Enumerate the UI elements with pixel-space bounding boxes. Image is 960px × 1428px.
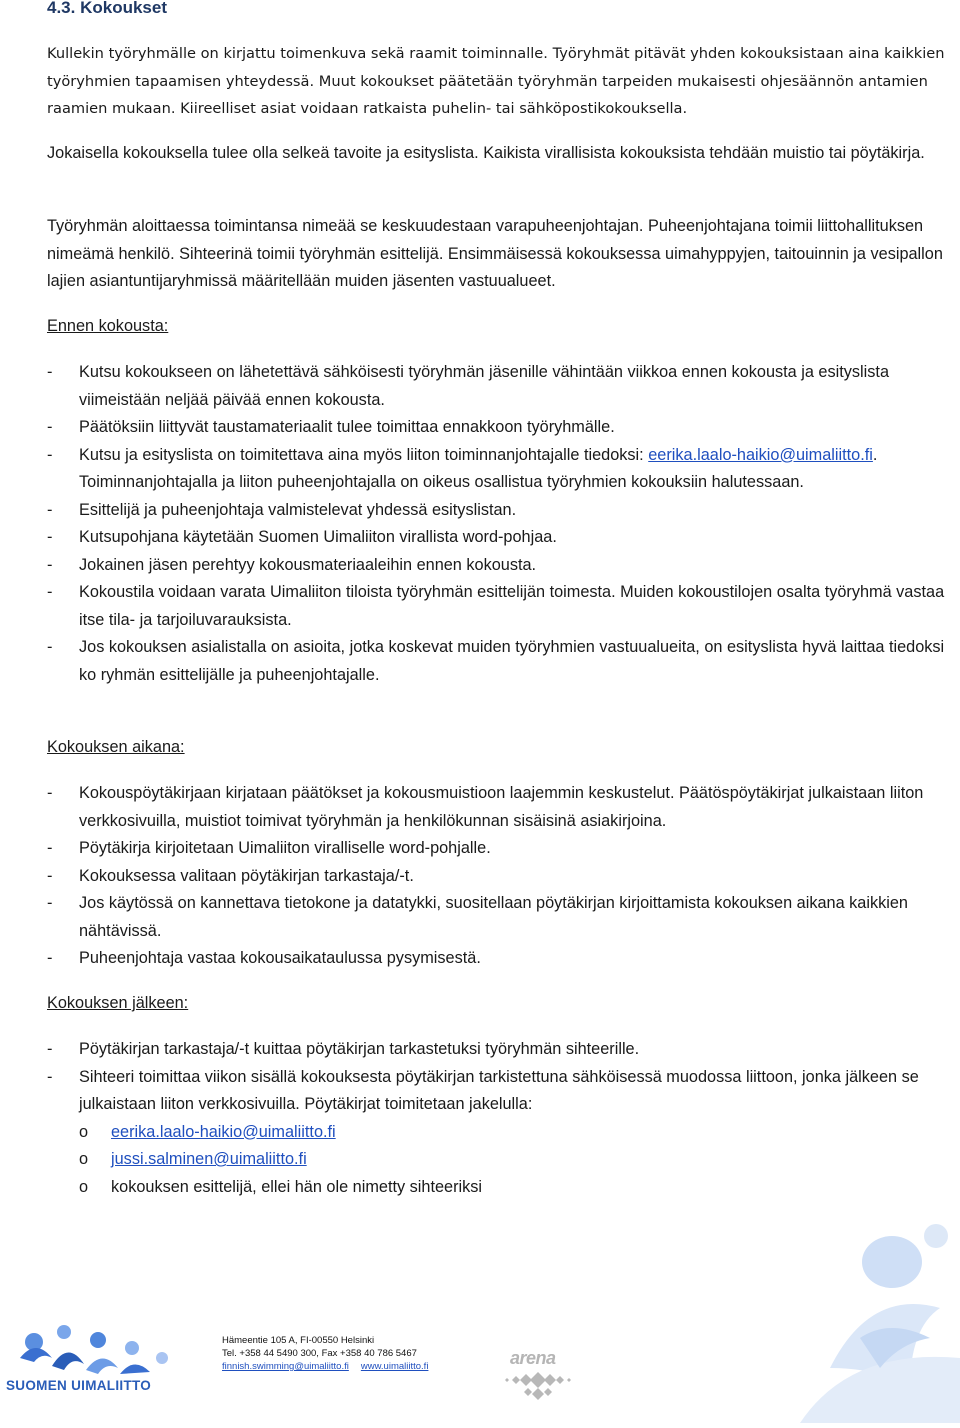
list-item: - Sihteeri toimittaa viikon sisällä kokouksesta pöytäkirjan tarkistettuna sähköisessä muodossa liittoon, jonka jälkeen se julkaistaan liiton verkkosivuilla. Pöytäkirjat toimitetaan jakelulla: o eerika.laalo-haikio@uimaliitto.fi o jussi.salminen@uimaliitto.fi o kokouksen esittelijä, ellei hän ole nimetty sihteeriksi — [47, 1064, 947, 1202]
circle-bullet: o — [79, 1122, 89, 1141]
dash-bullet: - — [47, 1067, 53, 1086]
list-item: - Jos käytössä on kannettava tietokone ja datatykki, suositellaan pöytäkirjan kirjoittamista kokouksen aikana kaikkien nähtävissä. — [47, 890, 947, 945]
swimmer-graphic-icon — [760, 1218, 960, 1423]
email-link-toiminnanjohtaja[interactable]: eerika.laalo-haikio@uimaliitto.fi — [648, 445, 873, 464]
list-item: - Kokouspöytäkirjaan kirjataan päätökset ja kokousmuistioon laajemmin keskustelut. Päätöspöytäkirjat julkaistaan liiton verkkosivuilla, muistiot toimivat työryhmän ja henkilökunnan sisäisinä asiakirjoina. — [47, 780, 947, 835]
section-heading: 4.3. Kokoukset — [47, 0, 167, 17]
footer-email-link[interactable]: finnish.swimming@uimaliitto.fi — [222, 1361, 349, 1372]
list-item: - Päätöksiin liittyvät taustamateriaalit tulee toimittaa ennakkoon työryhmälle. — [47, 414, 947, 442]
dash-bullet: - — [47, 638, 53, 656]
list-item: - Pöytäkirja kirjoitetaan Uimaliiton viralliselle word-pohjalle. — [47, 835, 947, 863]
logo-text: SUOMEN UIMALIITTO — [6, 1378, 152, 1393]
during-meeting-list — [47, 780, 947, 973]
dash-bullet: - — [47, 784, 53, 802]
circle-bullet: o — [79, 1150, 89, 1168]
intro-paragraph-2: Jokaisella kokouksella tulee olla selkeä tavoite ja esityslista. Kaikista virallisista kokouksista tehdään muistio tai pöytäkirja. — [47, 144, 925, 162]
dash-bullet: - — [47, 866, 53, 885]
dash-bullet: - — [47, 583, 53, 601]
distribution-item — [47, 1146, 947, 1174]
email-link-jussi[interactable]: jussi.salminen@uimaliitto.fi — [111, 1150, 307, 1168]
distribution-item: o kokouksen esittelijä, ellei hän ole nimetty sihteeriksi — [47, 1174, 947, 1202]
during-meeting-title: Kokouksen aikana: — [47, 738, 185, 756]
list-item: - Kokouksessa valitaan pöytäkirjan tarkastaja/-t. — [47, 863, 947, 891]
before-meeting-list — [47, 359, 947, 689]
dash-bullet: - — [47, 839, 53, 857]
swimmer-decoration — [760, 1218, 960, 1423]
list-item: - Puheenjohtaja vastaa kokousaikataulussa pysymisestä. — [47, 945, 947, 973]
swimmer-logo-icon — [6, 1318, 182, 1378]
list-item: - Kutsu ja esityslista on toimitettava aina myös liiton toiminnanjohtajalle tiedoksi: eerika.laalo-haikio@uimaliitto.fi. Toiminnanjohtajalla ja liiton puheenjohtajalla on oikeus osallistua työryhmien kokouksiin halutessaan. — [47, 442, 947, 497]
before-meeting-title: Ennen kokousta: — [47, 317, 169, 335]
dash-bullet: - — [47, 894, 53, 912]
intro-paragraph-3: Työryhmän aloittaessa toimintansa nimeää se keskuudestaan varapuheenjohtajan. Puheenjohtajana toimii liittohallituksen nimeämä henkilö. Sihteerinä toimii työryhmän esittelijä. Ensimmäisessä kokouksessa uimahyppyjen, taitouinnin ja vesipallon lajien asiantuntijaryhmissä määritellään muiden jäsenten vastuualueet. — [47, 217, 943, 290]
list-item: - Jos kokouksen asialistalla on asioita, jotka koskevat muiden työryhmien vastuualueita, on esityslista hyvä laittaa tiedoksi ko ryhmän esittelijälle ja puheenjohtajalle. — [47, 634, 947, 689]
list-item: - Kutsu kokoukseen on lähetettävä sähköisesti työryhmän jäsenille vähintään viikkoa ennen kokousta ja esityslista viimeistään neljää päivää ennen kokousta. — [47, 359, 947, 414]
list-item: - Esittelijä ja puheenjohtaja valmistelevat yhdessä esityslistan. — [47, 497, 947, 525]
dash-bullet: - — [47, 418, 53, 436]
arena-sponsor-logo — [496, 1344, 580, 1404]
circle-bullet: o — [79, 1177, 89, 1196]
dash-bullet: - — [47, 528, 53, 546]
dash-bullet: - — [47, 555, 53, 574]
list-item: - Pöytäkirjan tarkastaja/-t kuittaa pöytäkirjan tarkastetuksi työryhmän sihteerille. — [47, 1036, 947, 1064]
footer-address: Hämeentie 105 A, FI-00550 Helsinki — [222, 1335, 375, 1346]
dash-bullet: - — [47, 949, 53, 967]
footer-web-link[interactable]: www.uimaliitto.fi — [360, 1361, 429, 1372]
suomen-uimaliitto-logo — [6, 1318, 182, 1398]
list-item: - Jokainen jäsen perehtyy kokousmateriaaleihin ennen kokousta. — [47, 552, 947, 580]
dash-bullet: - — [47, 1040, 53, 1058]
intro-paragraph-1: Kullekin työryhmälle on kirjattu toimenkuva sekä raamit toiminnalle. Työryhmät pitävät yhden kokouksistaan aina kaikkien työryhmien tapaamisen yhteydessä. Muut kokoukset päätetään työryhmän tarpeiden mukaisesti ohjesäännön antamien raamien mukaan. Kiireelliset asiat voidaan ratkaista puhelin- tai sähköpostikokouksella. — [47, 45, 945, 117]
dash-bullet: - — [47, 445, 53, 464]
after-meeting-list — [47, 1036, 947, 1201]
footer-contact — [222, 1334, 440, 1373]
dash-bullet: - — [47, 500, 53, 519]
list-item: - Kutsupohjana käytetään Suomen Uimaliiton virallista word-pohjaa. — [47, 524, 947, 552]
list-item: - Kokoustila voidaan varata Uimaliiton tiloista työryhmän esittelijän toimesta. Muiden kokoustilojen osalta työryhmä vastaa itse tila- ja tarjoiluvarauksista. — [47, 579, 947, 634]
arena-wordmark: arena — [510, 1348, 556, 1368]
email-link-eerika[interactable]: eerika.laalo-haikio@uimaliitto.fi — [111, 1122, 336, 1141]
distribution-item — [47, 1119, 947, 1147]
dash-bullet: - — [47, 363, 53, 381]
footer-phone: Tel. +358 44 5490 300, Fax +358 40 786 5467 — [222, 1348, 417, 1359]
after-meeting-title: Kokouksen jälkeen: — [47, 994, 189, 1012]
distribution-list — [47, 1119, 947, 1202]
